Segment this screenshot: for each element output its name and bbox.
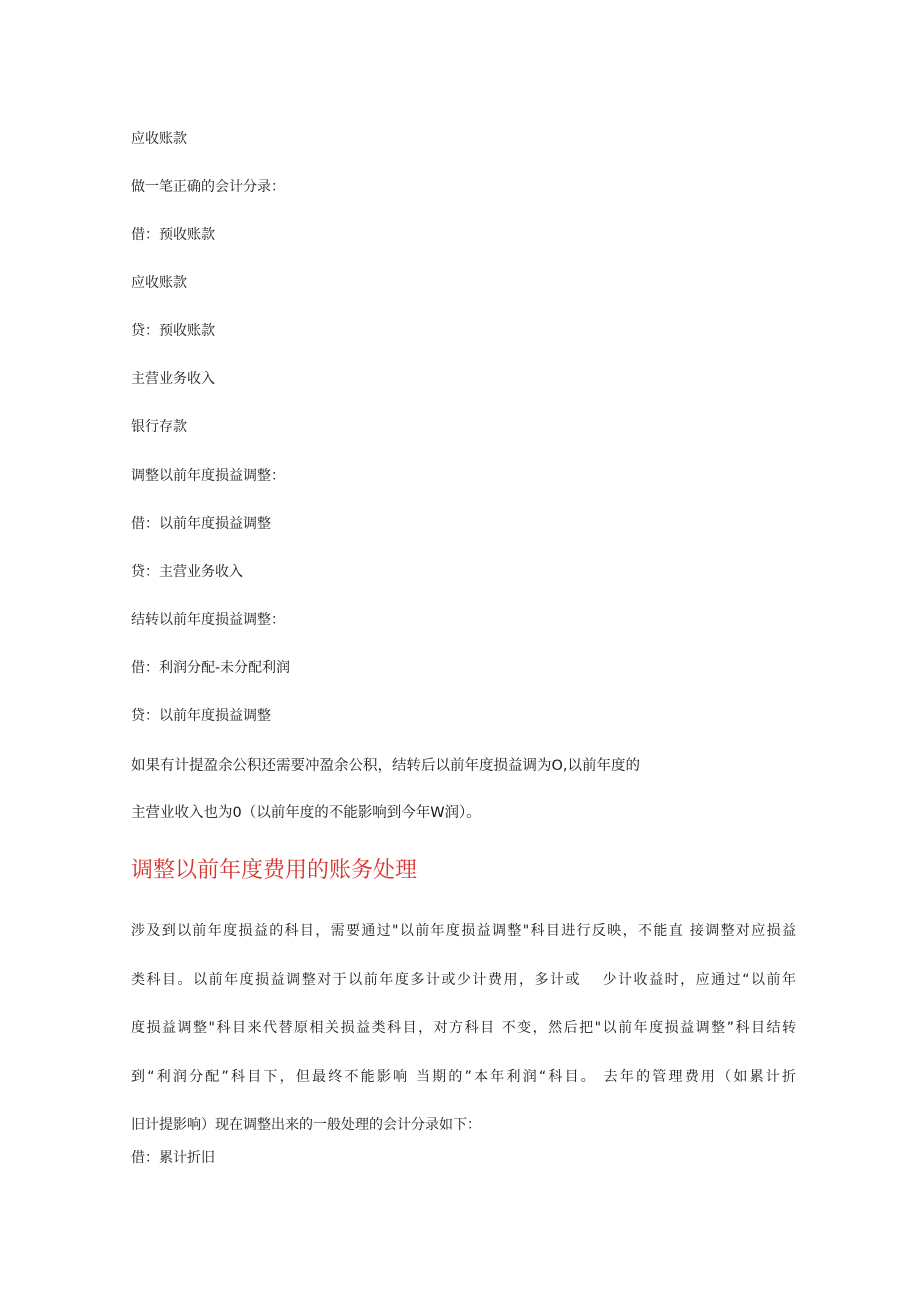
text-line: 主营业收入也为0（以前年度的不能影响到今年W润）。	[131, 805, 481, 821]
text-line: 调整以前年度损益调整：	[131, 468, 285, 484]
text-line: 结转以前年度损益调整：	[131, 612, 285, 628]
text-line: 做一笔正确的会计分录：	[131, 179, 285, 195]
text-line: 借：利润分配-未分配利润	[131, 660, 291, 676]
paragraph-line: 度损益调整"科目来代替原相关损益类科目，对方科目 不变，然后把"以前年度损益调整”科目结转	[131, 1020, 796, 1036]
text-line: 借：以前年度损益调整	[131, 516, 271, 532]
body-paragraph	[131, 907, 796, 1150]
text-line: 应收账款	[131, 131, 187, 147]
section-heading: 调整以前年度费用的账务处理	[131, 858, 418, 883]
text-line: 如果有计提盈余公积还需要冲盈余公积，结转后以前年度损益调为O,以前年度的	[131, 758, 641, 774]
text-line: 贷：以前年度损益调整	[131, 708, 271, 724]
text-line: 应收账款	[131, 275, 187, 291]
paragraph-line: 到“利润分配”科目下，但最终不能影响 当期的”本年利润“科目。 去年的管理费用（如累计折	[131, 1068, 796, 1085]
text-line: 贷：主营业务收入	[131, 564, 243, 580]
text-line: 借：预收账款	[131, 227, 215, 243]
paragraph-line: 旧计提影响）现在调整出来的一般处理的会计分录如下：	[131, 1117, 481, 1133]
paragraph-line: 涉及到以前年度损益的科目，需要通过"以前年度损益调整"科目进行反映，不能直 接调整对应损益	[131, 923, 796, 939]
text-line: 贷：预收账款	[131, 323, 215, 339]
text-line: 银行存款	[131, 419, 187, 435]
text-line: 主营业务收入	[131, 371, 215, 387]
text-line: 借：累计折旧	[131, 1150, 215, 1166]
paragraph-line: 类科目。以前年度损益调整对于以前年度多计或少计费用，多计或 少计收益时，应通过“以前年	[131, 971, 796, 988]
